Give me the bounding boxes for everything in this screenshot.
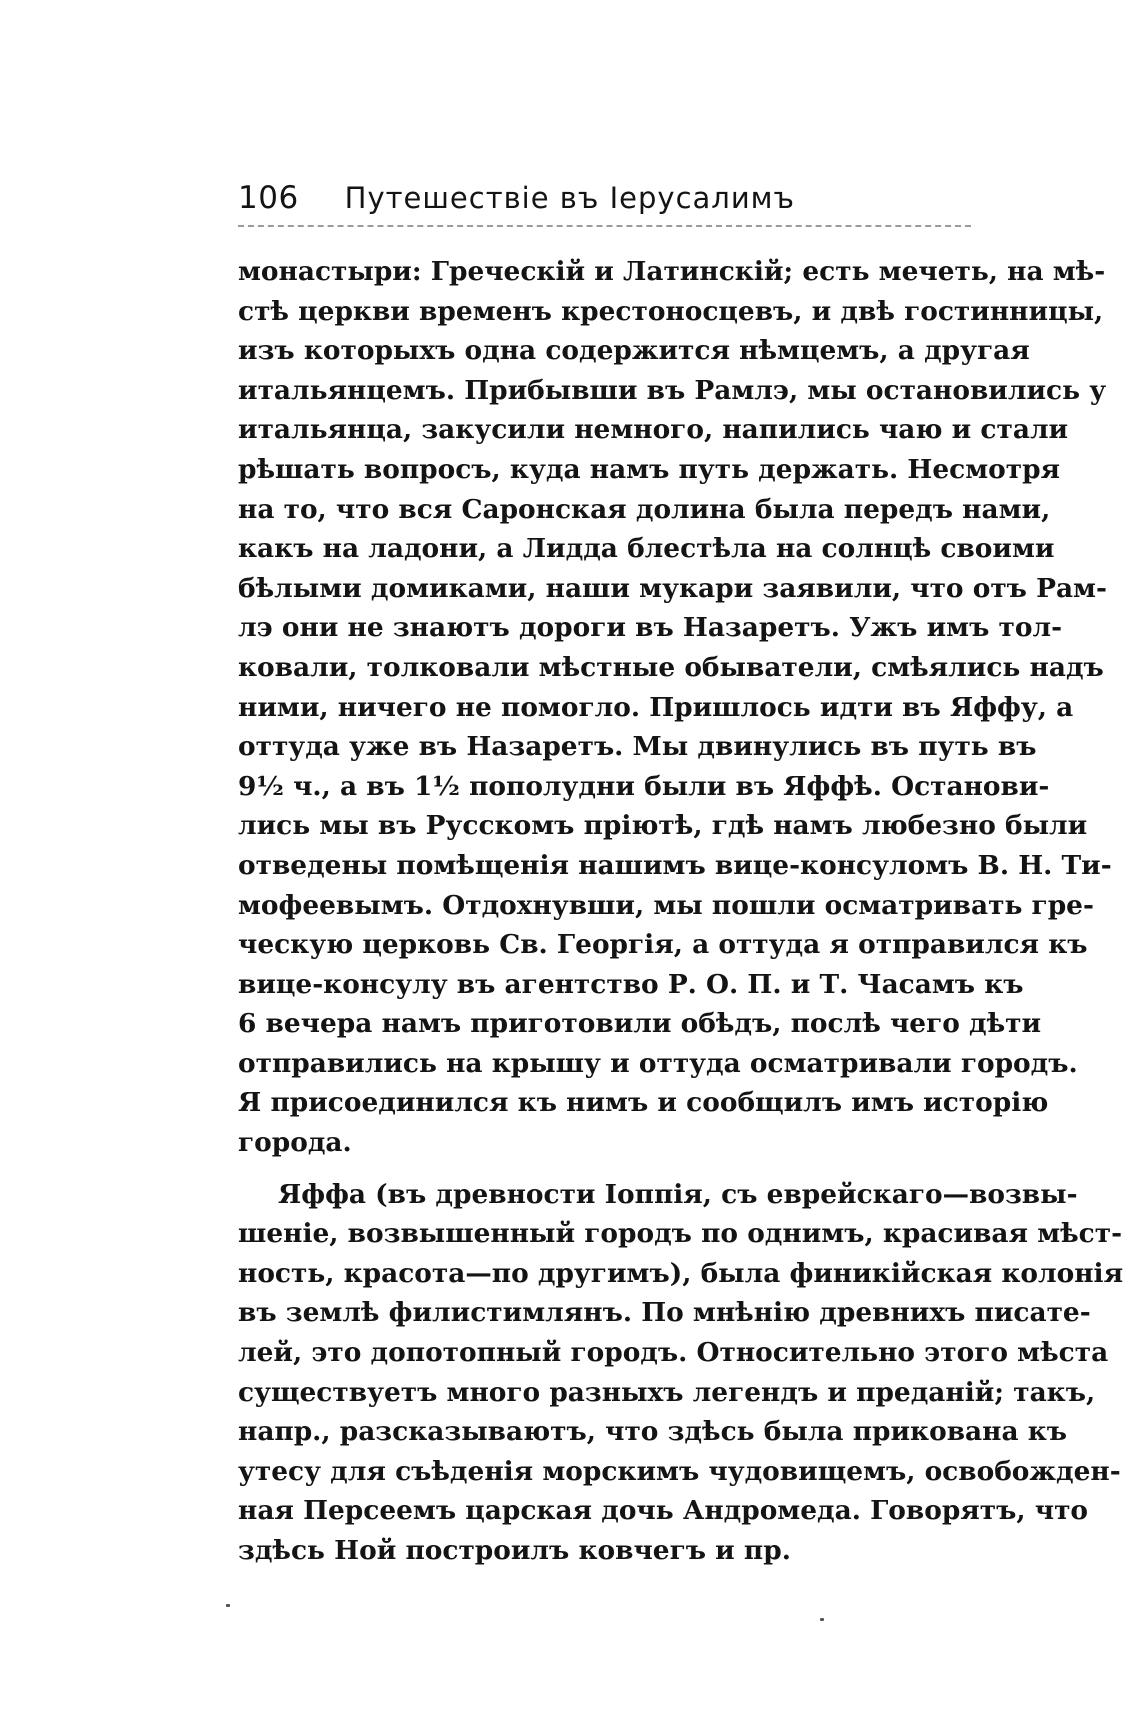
text-line: итальянцемъ. Прибывши въ Рамлэ, мы остановились у — [238, 374, 1107, 406]
text-line: оттуда уже въ Назаретъ. Мы двинулись въ путь въ — [238, 731, 1037, 763]
text-line: мофеевымъ. Отдохнувши, мы пошли осматривать гре- — [238, 889, 1094, 921]
text-line: лись мы въ Русскомъ пріютѣ, гдѣ намъ любезно были — [238, 810, 1088, 842]
scan-speck — [226, 1604, 230, 1607]
running-title: Путешествіе въ Іерусалимъ — [344, 181, 796, 215]
text-line: шеніе, возвышенный городъ по однимъ, красивая мѣст- — [238, 1218, 1123, 1250]
paragraph-2 — [238, 1175, 1124, 1571]
text-line: бѣлыми домиками, наши мукари заявили, что отъ Рам- — [238, 572, 1107, 604]
text-line: 6 вечера намъ приготовили обѣдъ, послѣ чего дѣти — [238, 1008, 1042, 1040]
text-line: отправились на крышу и оттуда осматривали городъ. — [238, 1047, 1078, 1079]
text-line: напр., разсказываютъ, что здѣсь была прикована къ — [238, 1416, 1068, 1448]
body-text — [238, 252, 1124, 1571]
text-line: въ землѣ филистимлянъ. По мнѣнію древнихъ писате- — [238, 1297, 1091, 1329]
text-line: на то, что вся Саронская долина была передъ нами, — [238, 493, 1051, 525]
text-line: вице-консулу въ агентство Р. О. П. и Т. Часамъ къ — [238, 968, 1024, 1000]
text-line: лей, это допотопный городъ. Относительно этого мѣста — [238, 1337, 1109, 1369]
text-line: здѣсь Ной построилъ ковчегъ и пр. — [238, 1535, 791, 1566]
text-line: 9½ ч., а въ 1½ пополудни были въ Яффѣ. Останови- — [238, 770, 1050, 802]
text-line: ность, красота—по другимъ), была финикійская колонія — [238, 1257, 1124, 1289]
paragraph-spacer — [238, 1163, 971, 1175]
paragraph-1 — [238, 252, 1112, 1163]
text-line: ческую церковь Св. Георгія, а оттуда я отправился къ — [238, 929, 1088, 961]
text-line: ковали, толковали мѣстные обыватели, смѣялись надъ — [238, 651, 1104, 683]
text-line: утесу для съѣденія морскимъ чудовищемъ, освобожден- — [238, 1455, 1121, 1487]
text-line: изъ которыхъ одна содержится нѣмцемъ, а другая — [238, 335, 1030, 367]
text-line: итальянца, закусили немного, напились чаю и стали — [238, 414, 1069, 446]
text-line: Яффа (въ древности Іоппія, съ еврейскаго—возвы- — [278, 1178, 1078, 1210]
text-line: стѣ церкви временъ крестоносцевъ, и двѣ гостинницы, — [238, 295, 1104, 327]
text-line: существуетъ много разныхъ легендъ и преданій; такъ, — [238, 1376, 1096, 1408]
text-line: лэ они не знаютъ дороги въ Назаретъ. Ужъ имъ тол- — [238, 612, 1063, 644]
text-line: рѣшать вопросъ, куда намъ путь держать. Несмотря — [238, 453, 1061, 485]
header-rule — [238, 225, 971, 227]
text-line: ними, ничего не помогло. Пришлось идти въ Яффу, а — [238, 691, 1074, 723]
text-line: отведены помѣщенія нашимъ вице-консуломъ В. Н. Ти- — [238, 849, 1112, 881]
scan-speck — [820, 1618, 824, 1621]
text-line: ная Персеемъ царская дочь Андромеда. Говорятъ, что — [238, 1495, 1089, 1527]
text-line: монастыри: Греческій и Латинскій; есть мечеть, на мѣ- — [238, 256, 1106, 287]
page-number: 106 — [238, 180, 299, 216]
text-line: города. — [238, 1127, 352, 1159]
text-line: какъ на ладони, а Лидда блестѣла на солнцѣ своими — [238, 533, 1055, 565]
running-head — [238, 180, 971, 224]
text-line: Я присоединился къ нимъ и сообщилъ имъ исторію — [238, 1087, 1049, 1119]
